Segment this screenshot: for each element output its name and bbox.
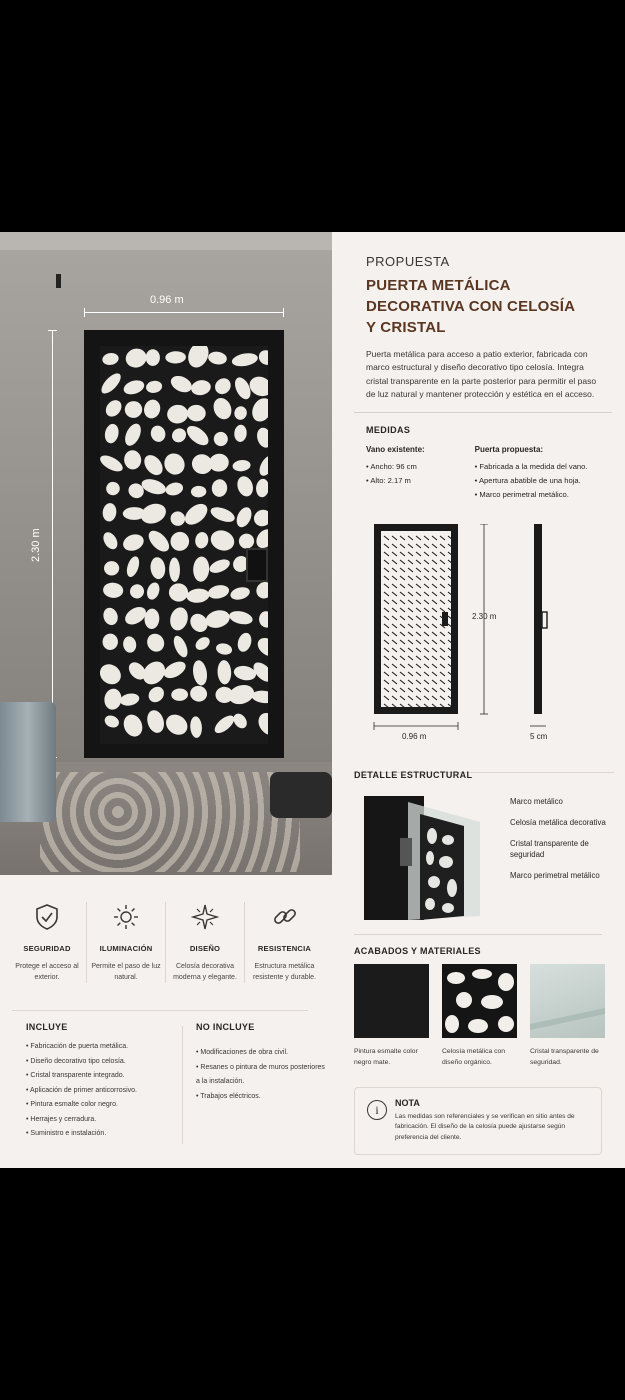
finishes-heading: ACABADOS Y MATERIALES xyxy=(354,946,481,956)
excludes-section xyxy=(196,1022,326,1104)
door-handle xyxy=(246,548,268,582)
feature-text: Estructura metálica resistente y durable. xyxy=(252,963,317,981)
divider xyxy=(12,1010,308,1011)
existing-opening xyxy=(366,445,475,502)
finish-swatch xyxy=(442,964,517,1068)
note-text: Las medidas son referenciales y se verifican en sitio antes de fabricación. El diseño de la celosía puede ajustarse según preferencia del cliente. xyxy=(395,1113,575,1141)
medidas-heading: MEDIDAS xyxy=(366,424,411,435)
feature-name: DISEÑO xyxy=(189,944,221,953)
detalle-heading: DETALLE ESTRUCTURAL xyxy=(354,770,473,780)
feature-resistance xyxy=(245,902,324,983)
width-dimension-line xyxy=(84,312,284,313)
detail-illustration xyxy=(360,796,482,920)
includes-item: • Suministro e instalación. xyxy=(26,1127,176,1142)
finish-swatches xyxy=(354,964,604,1068)
feature-text: Permite el paso de luz natural. xyxy=(91,963,161,981)
includes-item: • Pintura esmalte color negro. xyxy=(26,1098,176,1113)
feature-security xyxy=(8,902,87,983)
elevation-svg xyxy=(354,524,604,754)
glass-swatch xyxy=(530,964,605,1038)
divider xyxy=(354,934,602,935)
photo-height-label: 2.30 m xyxy=(30,528,42,562)
feature-text: Celosía decorativa moderna y elegante. xyxy=(173,963,237,981)
callout-lattice: Celosía metálica decorativa xyxy=(510,818,606,827)
detail-callouts xyxy=(510,796,610,891)
info-icon: i xyxy=(367,1100,387,1120)
lattice-cell xyxy=(146,349,160,366)
door-elevation-drawing xyxy=(354,524,604,754)
feature-name: SEGURIDAD xyxy=(23,944,71,953)
includes-section xyxy=(26,1022,176,1142)
note-box xyxy=(354,1087,602,1155)
drawing-width-label: 0.96 m xyxy=(402,732,427,741)
feature-name: ILUMINACIÓN xyxy=(99,944,153,953)
description: Puerta metálica para acceso a patio exterior, fabricada con marco estructural y diseño decorativo tipo celosía. Integra cristal transparente en la parte posterior para permitir el paso de luz natural y mantener protección y estética en el acceso. xyxy=(366,349,597,400)
proposed-heading: Puerta propuesta: xyxy=(474,444,544,454)
kicker: PROPUESTA xyxy=(366,254,450,269)
excludes-item: • Modificaciones de obra civil. xyxy=(196,1046,326,1061)
excludes-heading: NO INCLUYE xyxy=(196,1022,255,1032)
chain-link-icon xyxy=(249,902,320,932)
finishes-section xyxy=(354,946,604,1068)
lattice-cell xyxy=(104,561,119,575)
proposed-item: • Apertura abatible de una hoja. xyxy=(475,474,603,488)
feature-row xyxy=(8,902,324,983)
swatch-caption: Pintura esmalte color negro mate. xyxy=(354,1048,418,1066)
drawing-height-label: 2.30 m xyxy=(472,612,497,621)
black-paint-swatch xyxy=(354,964,429,1038)
floor-bag xyxy=(270,772,332,818)
includes-item: • Diseño decorativo tipo celosía. xyxy=(26,1055,176,1070)
finish-swatch xyxy=(354,964,429,1068)
shield-check-icon xyxy=(12,902,82,932)
title-line: DECORATIVA CON CELOSÍA xyxy=(366,298,576,315)
drawing-depth-label: 5 cm xyxy=(530,732,548,741)
floor-shadow-pattern xyxy=(40,772,300,872)
swatch-caption: Celosía metálica con diseño orgánico. xyxy=(442,1048,506,1066)
feature-lighting xyxy=(87,902,166,983)
door-lattice xyxy=(100,346,268,744)
sun-icon xyxy=(91,902,161,932)
callout-frame: Marco metálico xyxy=(510,797,563,806)
title-line: PUERTA METÁLICA xyxy=(366,277,511,294)
ceiling xyxy=(0,232,332,250)
detail-svg xyxy=(360,796,482,920)
includes-item: • Fabricación de puerta metálica. xyxy=(26,1040,176,1055)
includes-heading: INCLUYE xyxy=(26,1022,68,1032)
proposal-sheet xyxy=(0,232,625,1168)
proposed-door xyxy=(475,445,603,502)
wall-nail xyxy=(56,274,61,288)
lattice-swatch xyxy=(442,964,517,1038)
divider xyxy=(354,412,612,413)
includes-item: • Aplicación de primer anticorrosivo. xyxy=(26,1084,176,1099)
includes-item: • Cristal transparente integrado. xyxy=(26,1069,176,1084)
excludes-item: • Trabajos eléctricos. xyxy=(196,1090,326,1105)
proposed-item: • Marco perimetral metálico. xyxy=(475,488,603,502)
lattice-pattern xyxy=(100,346,268,744)
photo-width-label: 0.96 m xyxy=(150,294,184,306)
proposed-item: • Fabricada a la medida del vano. xyxy=(475,460,603,474)
existing-heading: Vano existente: xyxy=(366,444,425,454)
feature-text: Protege el acceso al exterior. xyxy=(15,963,79,981)
swatch-caption: Cristal transparente de seguridad. xyxy=(530,1048,599,1066)
paint-bucket xyxy=(0,702,56,822)
callout-glass: Cristal transparente de seguridad xyxy=(510,839,589,859)
finish-swatch xyxy=(530,964,605,1068)
page-title xyxy=(366,275,603,338)
excludes-item: • Resanes o pintura de muros posteriores a la instalación. xyxy=(196,1061,326,1090)
note-heading: NOTA xyxy=(395,1098,420,1108)
title-line: Y CRISTAL xyxy=(366,319,446,336)
sparkle-icon xyxy=(170,902,240,932)
callout-perimeter-frame: Marco perimetral metálico xyxy=(510,871,600,880)
includes-item: • Herrajes y cerradura. xyxy=(26,1113,176,1128)
existing-item: • Alto: 2.17 m xyxy=(366,474,475,488)
measurements xyxy=(366,445,603,502)
door-photo xyxy=(0,232,332,875)
height-dimension-line xyxy=(52,330,53,758)
existing-item: • Ancho: 96 cm xyxy=(366,460,475,474)
feature-design xyxy=(166,902,245,983)
column-divider xyxy=(182,1026,183,1144)
feature-name: RESISTENCIA xyxy=(257,944,312,953)
